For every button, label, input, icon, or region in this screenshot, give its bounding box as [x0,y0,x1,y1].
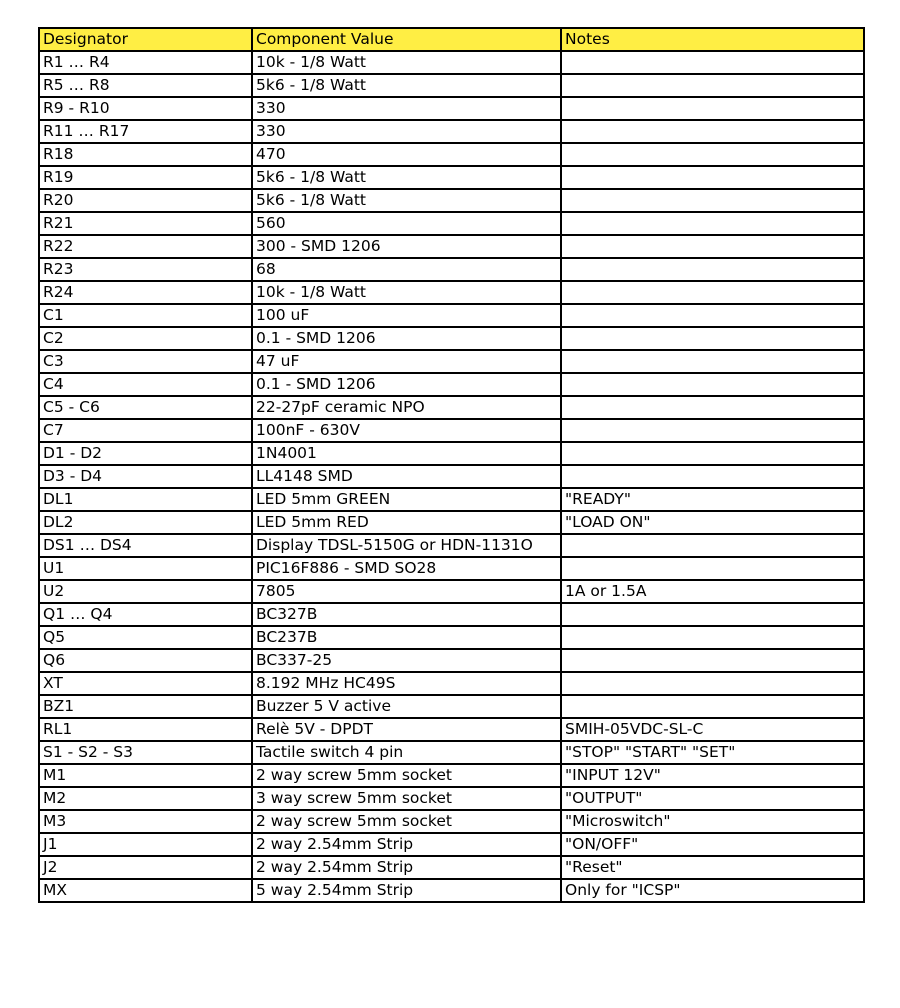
component-value-cell: 2 way screw 5mm socket [252,810,561,833]
component-value-cell: 2 way 2.54mm Strip [252,856,561,879]
notes-cell [561,304,864,327]
table-row [39,856,864,879]
designator-cell: U1 [39,557,252,580]
notes-cell: "STOP" "START" "SET" [561,741,864,764]
component-value-cell: BC237B [252,626,561,649]
designator-cell: D3 - D4 [39,465,252,488]
table-body [39,51,864,902]
notes-cell [561,143,864,166]
component-value-cell: 300 - SMD 1206 [252,235,561,258]
designator-cell: RL1 [39,718,252,741]
notes-cell [561,350,864,373]
designator-cell: S1 - S2 - S3 [39,741,252,764]
designator-cell: J2 [39,856,252,879]
table-row [39,718,864,741]
component-value-cell: 10k - 1/8 Watt [252,51,561,74]
designator-cell: R1 … R4 [39,51,252,74]
notes-cell [561,465,864,488]
table-row [39,603,864,626]
component-value-cell: 1N4001 [252,442,561,465]
designator-cell: C5 - C6 [39,396,252,419]
designator-cell: C7 [39,419,252,442]
designator-cell: MX [39,879,252,902]
table-row [39,787,864,810]
table-row [39,465,864,488]
component-value-cell: 8.192 MHz HC49S [252,672,561,695]
notes-cell [561,166,864,189]
table-row [39,833,864,856]
notes-cell [561,97,864,120]
component-value-cell: 22-27pF ceramic NPO [252,396,561,419]
header-component-value: Component Value [252,28,561,51]
designator-cell: R19 [39,166,252,189]
notes-cell: "Reset" [561,856,864,879]
notes-cell: "READY" [561,488,864,511]
table-row [39,281,864,304]
component-value-cell: 5 way 2.54mm Strip [252,879,561,902]
component-value-cell: 10k - 1/8 Watt [252,281,561,304]
component-value-cell: 470 [252,143,561,166]
notes-cell [561,649,864,672]
notes-cell [561,189,864,212]
designator-cell: R18 [39,143,252,166]
notes-cell: "ON/OFF" [561,833,864,856]
designator-cell: Q5 [39,626,252,649]
table-row [39,51,864,74]
notes-cell [561,396,864,419]
component-value-cell: 2 way 2.54mm Strip [252,833,561,856]
component-value-cell: Buzzer 5 V active [252,695,561,718]
table-row [39,143,864,166]
designator-cell: R24 [39,281,252,304]
component-value-cell: Display TDSL-5150G or HDN-1131O [252,534,561,557]
component-value-cell: LED 5mm RED [252,511,561,534]
notes-cell [561,419,864,442]
designator-cell: U2 [39,580,252,603]
notes-cell [561,281,864,304]
notes-cell: "Microswitch" [561,810,864,833]
component-value-cell: 0.1 - SMD 1206 [252,373,561,396]
table-row [39,396,864,419]
table-row [39,741,864,764]
component-value-cell: 330 [252,97,561,120]
table-row [39,879,864,902]
component-value-cell: 560 [252,212,561,235]
component-value-cell: Relè 5V - DPDT [252,718,561,741]
component-value-cell: 330 [252,120,561,143]
table-header [39,28,864,51]
notes-cell [561,534,864,557]
designator-cell: Q6 [39,649,252,672]
component-value-cell: 5k6 - 1/8 Watt [252,189,561,212]
table-row [39,580,864,603]
table-row [39,120,864,143]
notes-cell [561,258,864,281]
designator-cell: DL2 [39,511,252,534]
designator-cell: C4 [39,373,252,396]
component-value-cell: 5k6 - 1/8 Watt [252,74,561,97]
designator-cell: M2 [39,787,252,810]
designator-cell: C3 [39,350,252,373]
header-row [39,28,864,51]
table-row [39,74,864,97]
notes-cell [561,212,864,235]
component-value-cell: 100 uF [252,304,561,327]
notes-cell [561,557,864,580]
designator-cell: C1 [39,304,252,327]
notes-cell: SMIH-05VDC-SL-C [561,718,864,741]
designator-cell: M1 [39,764,252,787]
designator-cell: R9 - R10 [39,97,252,120]
component-value-cell: PIC16F886 - SMD SO28 [252,557,561,580]
notes-cell [561,51,864,74]
designator-cell: C2 [39,327,252,350]
designator-cell: R23 [39,258,252,281]
notes-cell: Only for "ICSP" [561,879,864,902]
designator-cell: R11 … R17 [39,120,252,143]
component-value-cell: 2 way screw 5mm socket [252,764,561,787]
component-value-cell: BC337-25 [252,649,561,672]
notes-cell [561,74,864,97]
notes-cell: 1A or 1.5A [561,580,864,603]
table-row [39,97,864,120]
table-row [39,419,864,442]
table-row [39,695,864,718]
notes-cell [561,603,864,626]
table-row [39,534,864,557]
component-value-cell: LED 5mm GREEN [252,488,561,511]
designator-cell: J1 [39,833,252,856]
designator-cell: DL1 [39,488,252,511]
header-notes: Notes [561,28,864,51]
designator-cell: R20 [39,189,252,212]
notes-cell [561,626,864,649]
table-row [39,557,864,580]
table-row [39,672,864,695]
component-value-cell: Tactile switch 4 pin [252,741,561,764]
component-value-cell: 3 way screw 5mm socket [252,787,561,810]
table-row [39,373,864,396]
notes-cell [561,327,864,350]
notes-cell [561,235,864,258]
table-row [39,810,864,833]
notes-cell [561,373,864,396]
table-row [39,235,864,258]
component-value-cell: LL4148 SMD [252,465,561,488]
notes-cell: "INPUT 12V" [561,764,864,787]
table-row [39,488,864,511]
table-row [39,511,864,534]
notes-cell: "LOAD ON" [561,511,864,534]
header-designator: Designator [39,28,252,51]
notes-cell [561,442,864,465]
designator-cell: D1 - D2 [39,442,252,465]
table-row [39,764,864,787]
table-row [39,649,864,672]
notes-cell [561,695,864,718]
designator-cell: R22 [39,235,252,258]
bill-of-materials-table [38,27,865,903]
table-row [39,212,864,235]
notes-cell: "OUTPUT" [561,787,864,810]
designator-cell: DS1 … DS4 [39,534,252,557]
table-row [39,258,864,281]
component-value-cell: 0.1 - SMD 1206 [252,327,561,350]
designator-cell: Q1 … Q4 [39,603,252,626]
component-value-cell: 5k6 - 1/8 Watt [252,166,561,189]
component-value-cell: 68 [252,258,561,281]
designator-cell: R21 [39,212,252,235]
designator-cell: M3 [39,810,252,833]
table-row [39,166,864,189]
component-value-cell: 47 uF [252,350,561,373]
table-row [39,189,864,212]
designator-cell: BZ1 [39,695,252,718]
designator-cell: R5 … R8 [39,74,252,97]
table-row [39,304,864,327]
notes-cell [561,672,864,695]
component-value-cell: 7805 [252,580,561,603]
table-row [39,327,864,350]
designator-cell: XT [39,672,252,695]
notes-cell [561,120,864,143]
table-row [39,442,864,465]
component-value-cell: 100nF - 630V [252,419,561,442]
table-row [39,350,864,373]
table-row [39,626,864,649]
component-value-cell: BC327B [252,603,561,626]
